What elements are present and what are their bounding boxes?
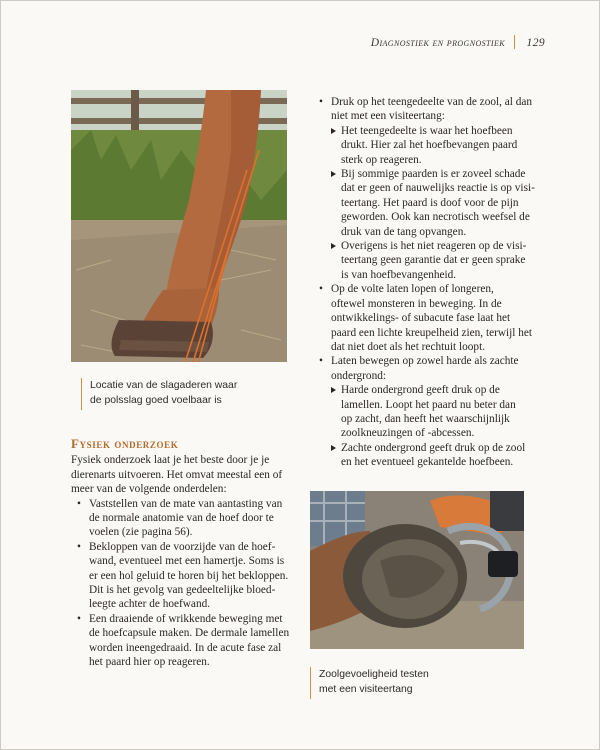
caption-line: de polsslag goed voelbaar is [90,395,222,406]
intro-paragraph [71,453,291,496]
text-line: • Een draaiende of wrikkende beweging met [89,612,283,625]
text-line: • Vaststellen van de mate van aantasting van [89,497,283,510]
sub-list-item [317,383,539,441]
sub-list-item [317,167,539,239]
text-line: Fysiek onderzoek laat je het beste door je je [71,454,270,467]
text-line: • Laten bewegen op zowel harde als zachte [331,355,519,368]
header-divider [514,35,515,49]
text-line: voelen (zie pagina 56). [89,526,193,539]
list-item [71,612,291,670]
figure-caption [310,667,519,699]
text-line: teertang geen garantie dat er geen sprake [341,254,526,267]
text-line: • Bekloppen van de voorzijde van de hoef- [89,540,276,553]
text-line: leegte achter de hoefwand. [89,598,211,611]
text-line: de normale anatomie van de hoef door te [89,512,274,525]
hoof-tester-photo [310,491,524,649]
text-line: worden ineengedraaid. In de acute fase zal [89,641,282,654]
text-line: paard een lichte kreupelheid zien, terwijl het [331,326,533,339]
page-number: 129 [526,37,545,49]
text-line: Harde ondergrond geeft druk op de [341,384,500,397]
left-column [71,437,291,670]
text-line: niet met een visiteertang: [331,110,445,123]
figure-caption [81,378,290,410]
text-line: meer van de volgende onderdelen: [71,483,227,496]
text-line: op zacht, dan heeft het waarschijnlijk [341,412,510,425]
section-heading: Fysiek onderzoek [71,436,179,451]
text-line: ondergrond: [331,369,387,382]
caption-line: Zoolgevoeligheid testen [319,669,429,680]
running-head [371,35,545,49]
text-line: druk van de tang opvangen. [341,225,467,238]
text-line: geworden. Ook kan necrotisch weefsel de [341,211,530,224]
text-line: lamellen. Loopt het paard nu beter dan [341,398,516,411]
text-line: oftewel monsteren in beweging. In de [331,297,502,310]
text-line: is van hoefbevangenheid. [341,268,457,281]
text-line: Dit is het gevolg van gedeeltelijke bloed- [89,584,276,597]
text-line: er een hol geluid te horen bij het bekloppen. [89,569,289,582]
text-line: Bij sommige paarden is er zoveel schade [341,168,526,181]
text-line: Overigens is het niet reageren op de visi- [341,240,527,253]
text-line: wand, eventueel met een hamertje. Soms is [89,555,285,568]
sub-list-item [317,441,539,470]
text-line: Het teengedeelte is waar het hoefbeen [341,124,513,137]
text-line: dat er geen of nauwelijks reactie is op visi- [341,182,535,195]
horse-leg-photo [71,90,287,362]
list-item [317,354,539,383]
text-line: ontwikkelings- of subacute fase laat het [331,312,511,325]
sub-list-item [317,124,539,167]
text-line: sterk op reageren. [341,153,422,166]
list-item [317,95,539,124]
text-line: het paard hier op reageren. [89,656,210,669]
text-line: dierenarts uitvoeren. Het omvat meestal een of [71,468,283,481]
text-line: drukt. Hier zal het hoefbevangen paard [341,139,518,152]
text-line: Zachte ondergrond geeft druk op de zool [341,441,526,454]
right-column [317,95,539,470]
text-line: de hoefcapsule maken. De dermale lamellen [89,627,290,640]
text-line: • Druk op het teengedeelte van de zool, al dan [331,96,533,108]
caption-line: Locatie van de slagaderen waar [90,380,238,391]
text-line: zoolkneuzingen of -abcessen. [341,427,475,440]
text-line: • Op de volte laten lopen of longeren, [331,283,494,296]
chapter-title: Diagnostiek en prognostiek [370,37,505,49]
list-item [71,540,291,612]
caption-line: met een visiteertang [319,684,413,695]
sub-list-item [317,239,539,282]
text-line: en het eventueel gekantelde hoefbeen. [341,456,514,469]
text-line: dat niet doet als het rechtuit loopt. [331,340,486,353]
list-item [71,497,291,540]
text-line: teertang. Het paard is doof voor de pijn [341,196,519,209]
list-item [317,282,539,354]
